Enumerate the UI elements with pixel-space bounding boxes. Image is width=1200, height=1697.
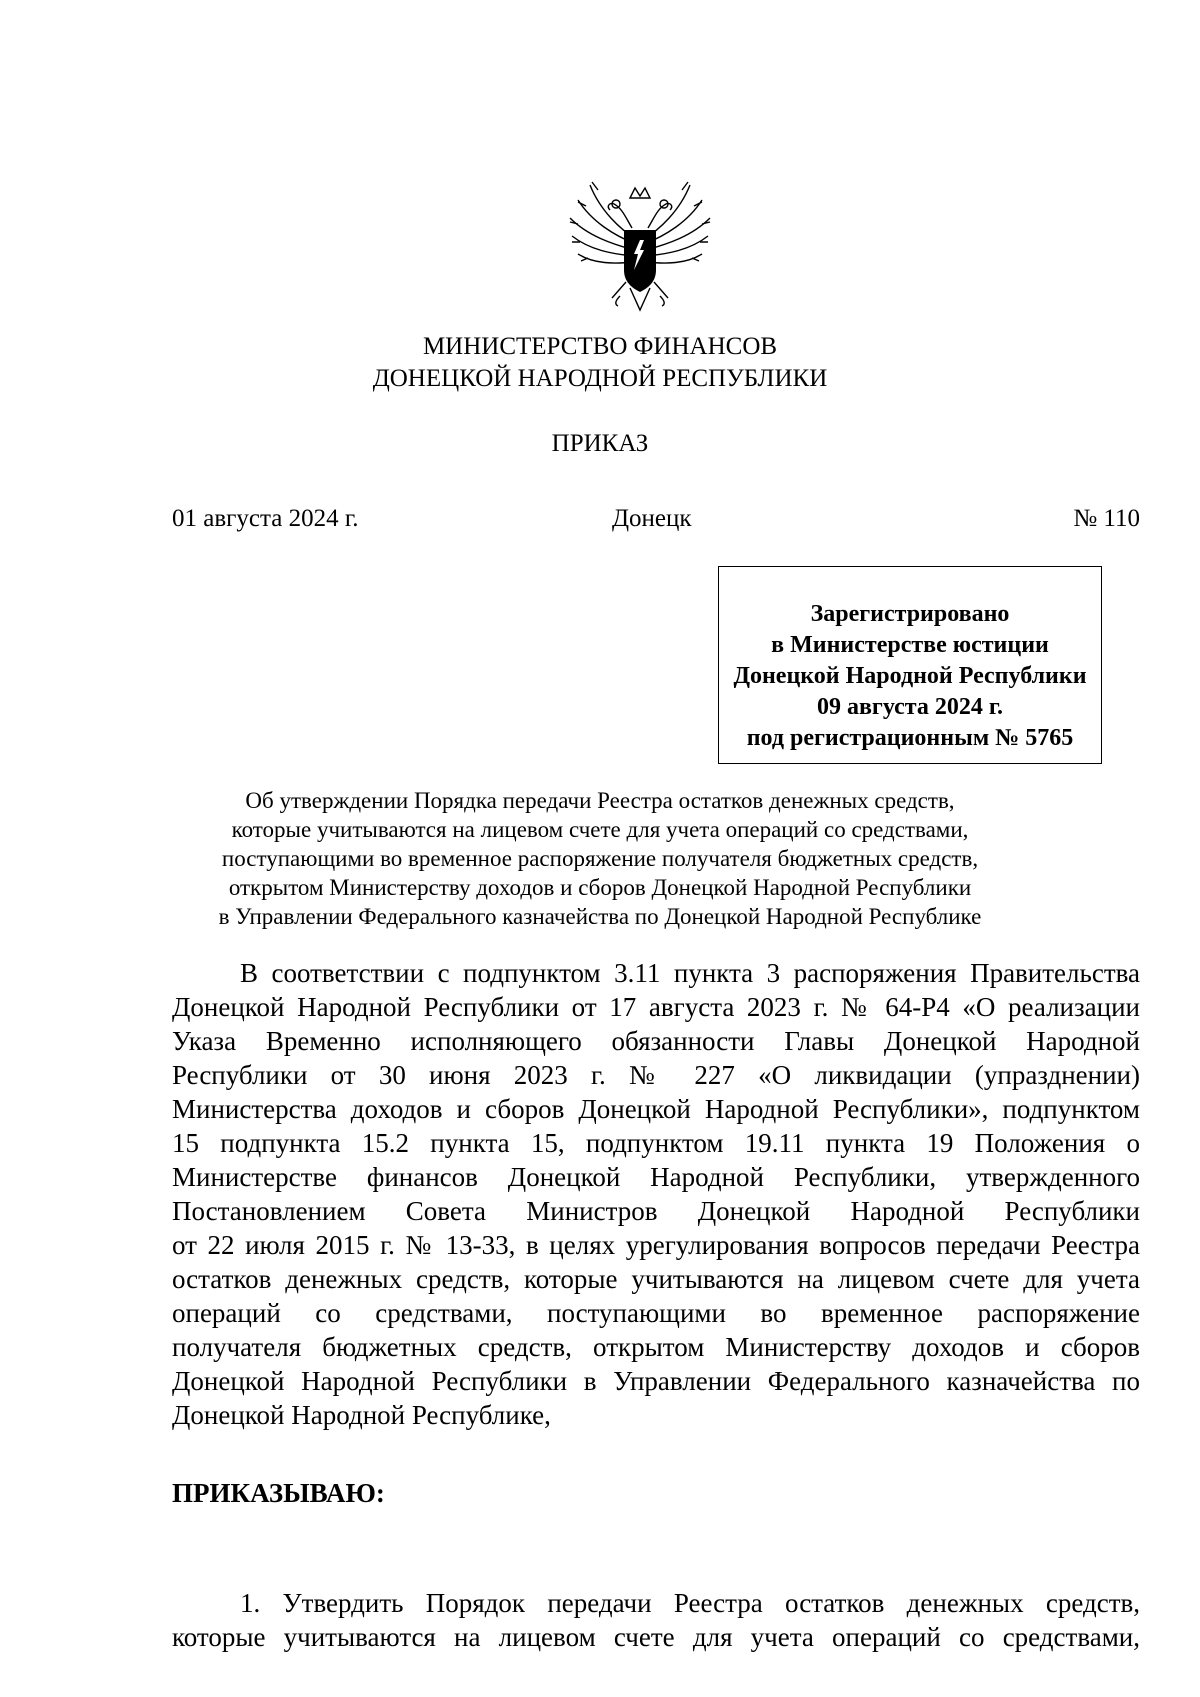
preamble-line: Республики от 30 июня 2023 г. № 227 «О ликвидации (упразднении) xyxy=(172,1060,1140,1090)
preamble-line: Донецкой Народной Республики в Управлении Федерального казначейства по xyxy=(172,1366,1140,1396)
ministry-header xyxy=(0,331,1200,395)
document-date: 01 августа 2024 г. xyxy=(172,505,359,532)
document-city: Донецк xyxy=(612,505,692,532)
preamble-line: от 22 июля 2015 г. № 13-33, в целях урегулирования вопросов передачи Реестра xyxy=(172,1230,1140,1260)
clause-line: 1. Утвердить Порядок передачи Реестра остатков денежных средств, xyxy=(240,1588,1140,1618)
subject-line: поступающими во временное распоряжение получателя бюджетных средств, xyxy=(221,846,979,871)
registration-line: в Министерстве юстиции xyxy=(771,632,1049,658)
preamble-line: Указа Временно исполняющего обязанности Главы Донецкой Народной xyxy=(172,1026,1140,1056)
preamble-line: Министерства доходов и сборов Донецкой Народной Республики», подпунктом xyxy=(172,1094,1140,1124)
registration-line: 09 августа 2024 г. xyxy=(816,694,1004,720)
preamble-line: остатков денежных средств, которые учитываются на лицевом счете для учета xyxy=(172,1264,1140,1294)
preamble-line: получателя бюджетных средств, открытом Министерству доходов и сборов xyxy=(172,1332,1140,1362)
coat-of-arms-emblem xyxy=(560,170,720,320)
document-type-title: ПРИКАЗ xyxy=(551,430,649,457)
preamble-line: Постановлением Совета Министров Донецкой Народной Республики xyxy=(172,1196,1140,1226)
double-headed-eagle-icon xyxy=(560,170,720,320)
registration-line: Зарегистрировано xyxy=(810,601,1010,627)
registration-line: под регистрационным № 5765 xyxy=(746,725,1074,751)
preamble-line: В соответствии с подпунктом 3.11 пункта 3 распоряжения Правительства xyxy=(240,958,1140,988)
ministry-name-line-1: МИНИСТЕРСТВО ФИНАНСОВ xyxy=(422,333,778,360)
directive-heading: ПРИКАЗЫВАЮ: xyxy=(172,1478,385,1508)
preamble-line: операций со средствами, поступающими во временное распоряжение xyxy=(172,1298,1140,1328)
preamble-line: Донецкой Народной Республики от 17 августа 2023 г. № 64-Р4 «О реализации xyxy=(172,992,1140,1022)
registration-stamp xyxy=(718,566,1102,764)
preamble-paragraph xyxy=(172,956,1140,1432)
preamble-line: 15 подпункта 15.2 пункта 15, подпунктом 19.11 пункта 19 Положения о xyxy=(172,1128,1140,1158)
subject-line: в Управлении Федерального казначейства по Донецкой Народной Республике xyxy=(218,904,982,929)
ministry-name-line-2: ДОНЕЦКОЙ НАРОДНОЙ РЕСПУБЛИКИ xyxy=(372,365,828,392)
subject-line: Об утверждении Порядка передачи Реестра остатков денежных средств, xyxy=(245,788,955,813)
document-meta-row xyxy=(172,503,1140,535)
clause-line: которые учитываются на лицевом счете для учета операций со средствами, xyxy=(172,1622,1140,1652)
preamble-line: Донецкой Народной Республике, xyxy=(172,1400,551,1430)
registration-line: Донецкой Народной Республики xyxy=(733,663,1087,689)
subject-line: открытом Министерству доходов и сборов Донецкой Народной Республики xyxy=(228,875,972,900)
preamble-line: Министерстве финансов Донецкой Народной Республики, утвержденного xyxy=(172,1162,1140,1192)
order-subject xyxy=(0,786,1200,931)
clause-1 xyxy=(172,1586,1140,1654)
document-number: № 110 xyxy=(1073,505,1140,532)
subject-line: которые учитываются на лицевом счете для учета операций со средствами, xyxy=(231,817,969,842)
